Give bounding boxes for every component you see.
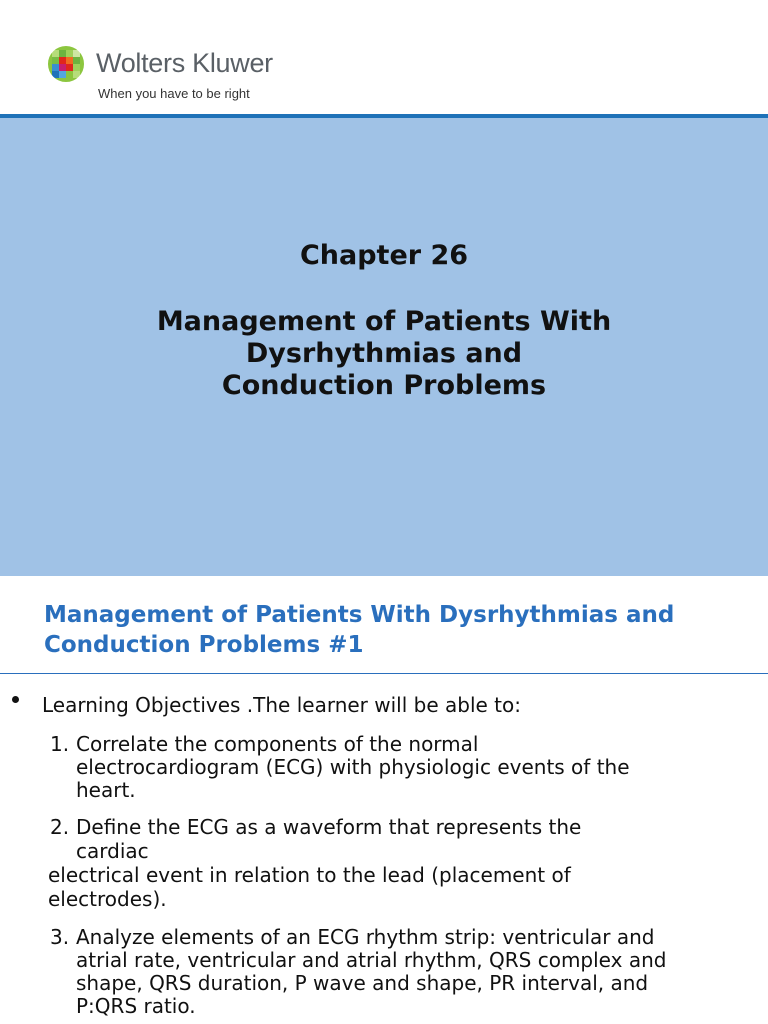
title-divider	[0, 673, 768, 674]
objective-line: Correlate the components of the normal	[76, 732, 479, 756]
chapter-title	[0, 306, 768, 402]
objective-line: Define the ECG as a waveform that represents the	[76, 815, 582, 839]
chapter-title-line: Management of Patients With	[156, 306, 612, 337]
brand-tagline: When you have to be right	[98, 86, 250, 101]
objective-line: atrial rate, ventricular and atrial rhythm, QRS complex and	[76, 948, 667, 972]
chapter-number: Chapter 26	[299, 240, 469, 271]
objective-number: 1.	[50, 732, 70, 756]
slide-title	[44, 600, 754, 660]
objective-line: heart.	[76, 778, 136, 802]
objective-number: 3.	[50, 925, 70, 949]
objective-line: electrical event in relation to the lead (placement of	[48, 863, 571, 887]
objective-line: shape, QRS duration, P wave and shape, PR interval, and	[76, 971, 649, 995]
slide-title-line: Management of Patients With Dysrhythmias and	[44, 602, 675, 628]
bullet-text: Learning Objectives .The learner will be able to:	[42, 693, 521, 717]
title-panel	[0, 118, 768, 576]
slide-title-line: Conduction Problems #1	[44, 632, 364, 658]
chapter-title-line: Dysrhythmias and	[245, 338, 523, 369]
objective-line: electrocardiogram (ECG) with physiologic events of the	[76, 755, 630, 779]
bullet-icon	[12, 696, 19, 703]
objective-number: 2.	[50, 815, 70, 839]
objective-line: P:QRS ratio.	[76, 994, 196, 1018]
objective-line: Analyze elements of an ECG rhythm strip: ventricular and	[76, 925, 655, 949]
content-slide	[0, 576, 768, 1024]
brand-name: Wolters Kluwer	[96, 48, 273, 78]
wolters-kluwer-mosaic-icon	[46, 44, 86, 84]
chapter-title-line: Conduction Problems	[221, 370, 547, 401]
objective-line: cardiac	[76, 839, 149, 863]
objective-line: electrodes).	[48, 887, 167, 911]
publisher-header	[0, 30, 768, 114]
